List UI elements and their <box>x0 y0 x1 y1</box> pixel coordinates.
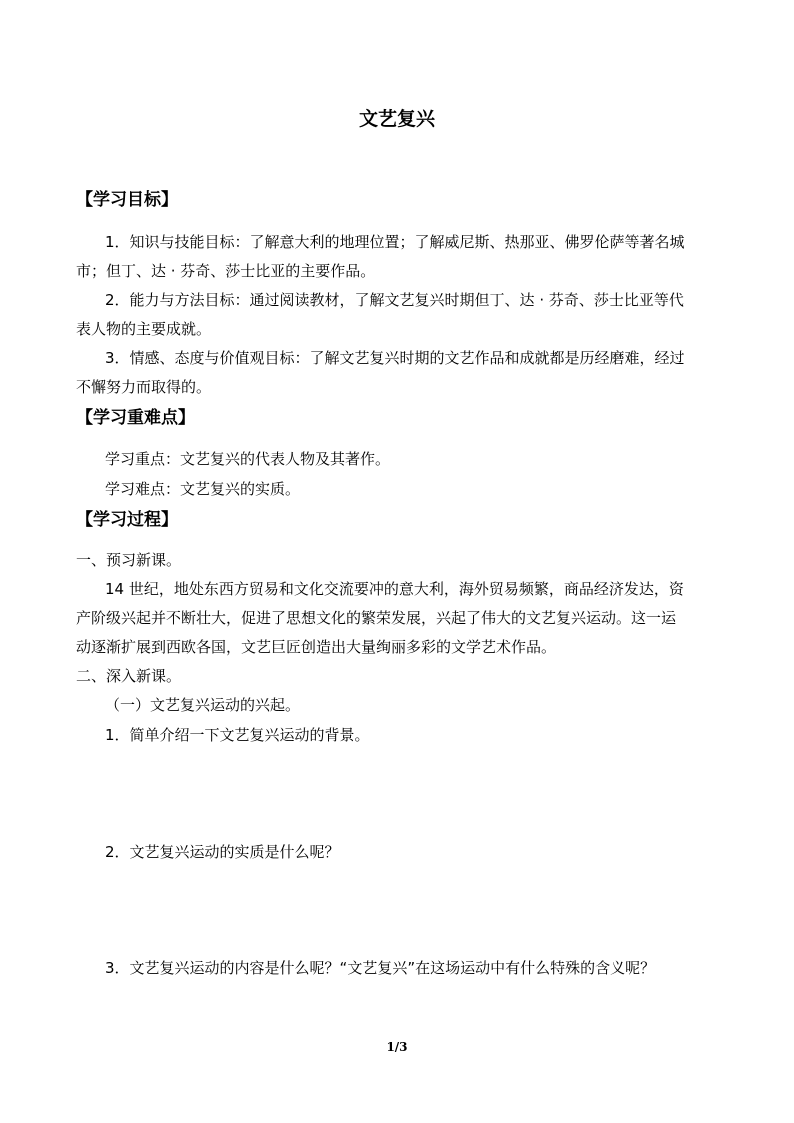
objective-2-line-1: 2．能力与方法目标：通过阅读教材，了解文艺复兴时期但丁、达 · 芬奇、莎士比亚等代 <box>105 291 684 309</box>
question-2: 2．文艺复兴运动的实质是什么呢？ <box>105 843 340 861</box>
key-focus: 学习重点：文艺复兴的代表人物及其著作。 <box>105 450 391 468</box>
intro-paragraph-line-2: 产阶级兴起并不断壮大，促进了思想文化的繁荣发展，兴起了伟大的文艺复兴运动。这一运 <box>76 609 677 627</box>
key-difficulty: 学习难点：文艺复兴的实质。 <box>105 480 301 498</box>
intro-paragraph-line-1: 14 世纪，地处东西方贸易和文化交流要冲的意大利，海外贸易频繁，商品经济发达，资 <box>105 580 684 598</box>
subsection-1-heading: （一）文艺复兴运动的兴起。 <box>105 696 301 714</box>
objective-3-line-2: 不懈努力而取得的。 <box>76 378 212 396</box>
page-number: 1/3 <box>386 1040 408 1054</box>
objective-1-line-1: 1．知识与技能目标：了解意大利的地理位置；了解威尼斯、热那亚、佛罗伦萨等著名城 <box>105 233 685 251</box>
part-2-heading: 二、深入新课。 <box>76 667 182 685</box>
page-title: 文艺复兴 <box>358 108 435 130</box>
objective-2-line-2: 表人物的主要成就。 <box>76 320 212 338</box>
objective-3-line-1: 3．情感、态度与价值观目标：了解文艺复兴时期的文艺作品和成就都是历经磨难，经过 <box>105 349 685 367</box>
part-1-heading: 一、预习新课。 <box>76 551 182 569</box>
section-heading-key-points: 【学习重难点】 <box>76 408 195 428</box>
objective-1-line-2: 市；但丁、达 · 芬奇、莎士比亚的主要作品。 <box>76 262 376 280</box>
question-1: 1．简单介绍一下文艺复兴运动的背景。 <box>105 726 370 744</box>
section-heading-process: 【学习过程】 <box>76 510 178 530</box>
section-heading-objectives: 【学习目标】 <box>76 190 178 210</box>
question-3: 3．文艺复兴运动的内容是什么呢？“文艺复兴”在这场运动中有什么特殊的含义呢？ <box>105 959 656 977</box>
intro-paragraph-line-3: 动逐渐扩展到西欧各国，文艺巨匠创造出大量绚丽多彩的文学艺术作品。 <box>76 638 557 656</box>
